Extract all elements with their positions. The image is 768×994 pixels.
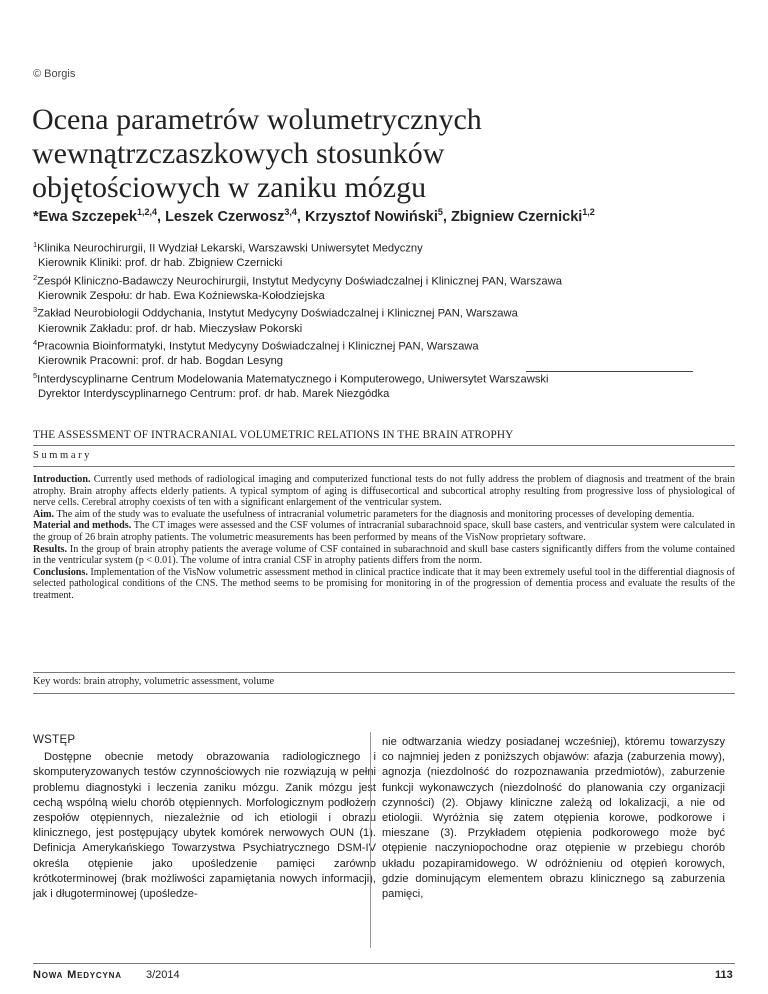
abstract-text: Implementation of the VisNow volumetric assessment method in clinical practice indicate that it may been extremely useful tool in the differential diagnosis of selected pathological conditions of the CNS. The method seems to be promising for monitoring in of the progression of dementia process and evaluate the results of the treatment. (33, 566, 735, 601)
body-column-right (382, 735, 725, 902)
abstract-section-label: Results. (33, 543, 68, 555)
footer-divider (33, 963, 735, 964)
affiliation-divider (526, 371, 693, 372)
author-list: *Ewa Szczepek$^{1,2,4}$, Leszek Czerwosz$^{3,4}$, Krzysztof Nowiński$^5$, Zbigniew Czernicki$^{1,2}$ (33, 207, 595, 225)
affiliation-head: Kierownik Pracowni: prof. dr hab. Bogdan Lesyng (38, 355, 284, 368)
affiliation-number: 5 (33, 370, 38, 380)
divider (33, 693, 735, 694)
abstract-text: The aim of the study was to evaluate the usefulness of intracranial volumetric parameters for the diagnosis and monitoring processes of developing dementia. (54, 508, 695, 520)
affiliation-text: Zakład Neurobiologii Oddychania, Instytut Medycyny Doświadczalnej i Klinicznej PAN, Warszawa (37, 308, 518, 321)
affiliation-head: Kierownik Zespołu: dr hab. Ewa Koźniewska-Kołodziejska (38, 289, 325, 302)
abstract-paragraph (33, 544, 735, 567)
author-name: *Ewa Szczepek (33, 208, 137, 225)
abstract (33, 474, 735, 602)
divider (33, 445, 735, 446)
affiliation-number: 4 (33, 338, 38, 348)
section-heading: WSTĘP (33, 734, 76, 746)
affiliation-item (33, 303, 753, 321)
abstract-text: Currently used methods of radiological imaging and computerized functional tests do not fully address the problem of diagnosis and treatment of the brain atrophy. Brain atrophy affects elderly patients. A typical symptom of aging is diffusecortical and subcortical atrophy resulting from progressive loss of physiological of nerve cells. Cerebral atrophy coexists of ten with a significant enlargement of the ventricular system. (33, 474, 735, 509)
affiliation-text: Pracownia Bioinformatyki, Instytut Medycyny Doświadczalnej i Klinicznej PAN, Warszawa (37, 340, 479, 353)
affiliations (33, 238, 753, 402)
body-paragraph: Dostępne obecnie metody obrazowania radiologicznego i skomputeryzowanych testów czynnościowych nie rozwiązują w pełni problemu diagnostyki i leczenia zaniku mózgu. Zanik mózgu jest cechą wspólną wielu chorób otępiennych. Morfologicznym podłożem zespołów otępiennych, niezależnie od ich etiologii i obrazu klinicznego, jest postępujący ubytek komórek nerwowych OUN (1). Definicja Amerykańskiego Towarzystwa Psychiatrycznego DSM-IV określa otępienie jako upośledzenie pamięci zarówno krótkoterminowej (brak możliwości zapamiętania nowych informacji), jak i długoterminowej (upośledze- (33, 751, 376, 901)
abstract-paragraph (33, 474, 735, 509)
affiliation-head: Dyrektor Interdyscyplinarnego Centrum: prof. dr hab. Marek Niezgódka (38, 388, 390, 401)
title-line: wewnątrzczaszkowych stosunków (32, 137, 445, 170)
affiliation-item (33, 336, 753, 354)
title-line: objętościowych w zaniku mózgu (32, 171, 427, 204)
body-column-left (33, 733, 376, 902)
column-divider (370, 732, 371, 948)
keywords: Key words: brain atrophy, volumetric assessment, volume (33, 676, 275, 687)
affiliation-item (33, 238, 753, 256)
article-title (32, 103, 732, 205)
affiliation-number: 2 (33, 272, 38, 282)
journal-name: Nowa Medycyna (33, 969, 122, 981)
affiliation-number: 3 (33, 305, 38, 315)
affiliation-item (33, 271, 753, 289)
author-affiliation-ref: 5 (437, 207, 443, 217)
abstract-paragraph (33, 520, 735, 543)
divider (33, 672, 735, 673)
author-name: Krzysztof Nowiński (304, 208, 438, 225)
journal-issue: 3/2014 (146, 969, 180, 981)
affiliation-head: Kierownik Zakładu: prof. dr hab. Mieczysław Pokorski (38, 322, 303, 335)
affiliation-text: Klinika Neurochirurgii, II Wydział Lekarski, Warszawski Uniwersytet Medyczny (37, 242, 423, 255)
abstract-text: In the group of brain atrophy patients the average volume of CSF contained in subarachnoid and skull base casters significantly differs from the volume contained in the ventricular system (p < 0.01). The volume of intra cranial CSF in atrophy patients differs from the norm. (33, 543, 735, 567)
abstract-section-label: Conclusions. (33, 566, 88, 578)
summary-label: Summary (33, 450, 93, 461)
affiliation-number: 1 (33, 240, 38, 249)
title-line: Ocena parametrów wolumetrycznych (32, 103, 482, 136)
abstract-paragraph (33, 509, 735, 521)
affiliation-text: Interdyscyplinarne Centrum Modelowania Matematycznego i Komputerowego, Uniwersytet Warszawski (37, 373, 549, 386)
affiliation-head: Kierownik Kliniki: prof. dr hab. Zbigniew Czernicki (38, 257, 283, 270)
english-title: THE ASSESSMENT OF INTRACRANIAL VOLUMETRIC RELATIONS IN THE BRAIN ATROPHY (33, 429, 514, 441)
abstract-section-label: Introduction. (33, 474, 91, 485)
author-affiliation-ref: 1,2,4 (136, 207, 158, 217)
author-name: Leszek Czerwosz (165, 208, 285, 225)
abstract-paragraph (33, 567, 735, 602)
body-paragraph: nie odtwarzania wiedzy posiadanej wcześniej), któremu towarzyszy co najmniej jeden z poniższych objawów: afazja (zaburzenia mowy), agnozja (niezdolność do rozpoznawania przedmiotów), zaburzenie funkcji wykonawczych (niezdolność do planowania czy organizacji czynności) (2). Objawy kliniczne zależą od lokalizacji, a nie od etiologii. Wyróżnia się zatem otępienia korowe, podkorowe i mieszane (3). Przykładem otępienia podkorowego może być otępienie naczyniopochodne oraz otępienie w przebiegu chorób układu pozapiramidowego. W odróżnieniu od otępień korowych, gdzie dominującym elementem obrazu klinicznego są zaburzenia pamięci, (382, 736, 725, 901)
abstract-section-label: Aim. (33, 508, 55, 520)
affiliation-text: Zespół Kliniczno-Badawczy Neurochirurgii, Instytut Medycyny Doświadczalnej i Klinicznej PAN, Warszawa (37, 275, 562, 288)
author-affiliation-ref: 3,4 (284, 207, 297, 217)
abstract-text: The CT images were assessed and the CSF volumes of intracranial subarachnoid space, skull base casters, and ventricular system were calculated in the group of 26 brain atrophy patients. The volumetric measurements has been performed by means of the VisNow proprietary software. (33, 520, 736, 543)
page-number: 113 (715, 969, 733, 981)
divider (33, 466, 735, 467)
abstract-section-label: Material and methods. (33, 520, 132, 532)
publisher-label: © Borgis (33, 68, 76, 80)
author-name: Zbigniew Czernicki (450, 208, 583, 225)
author-affiliation-ref: 1,2 (582, 207, 595, 217)
